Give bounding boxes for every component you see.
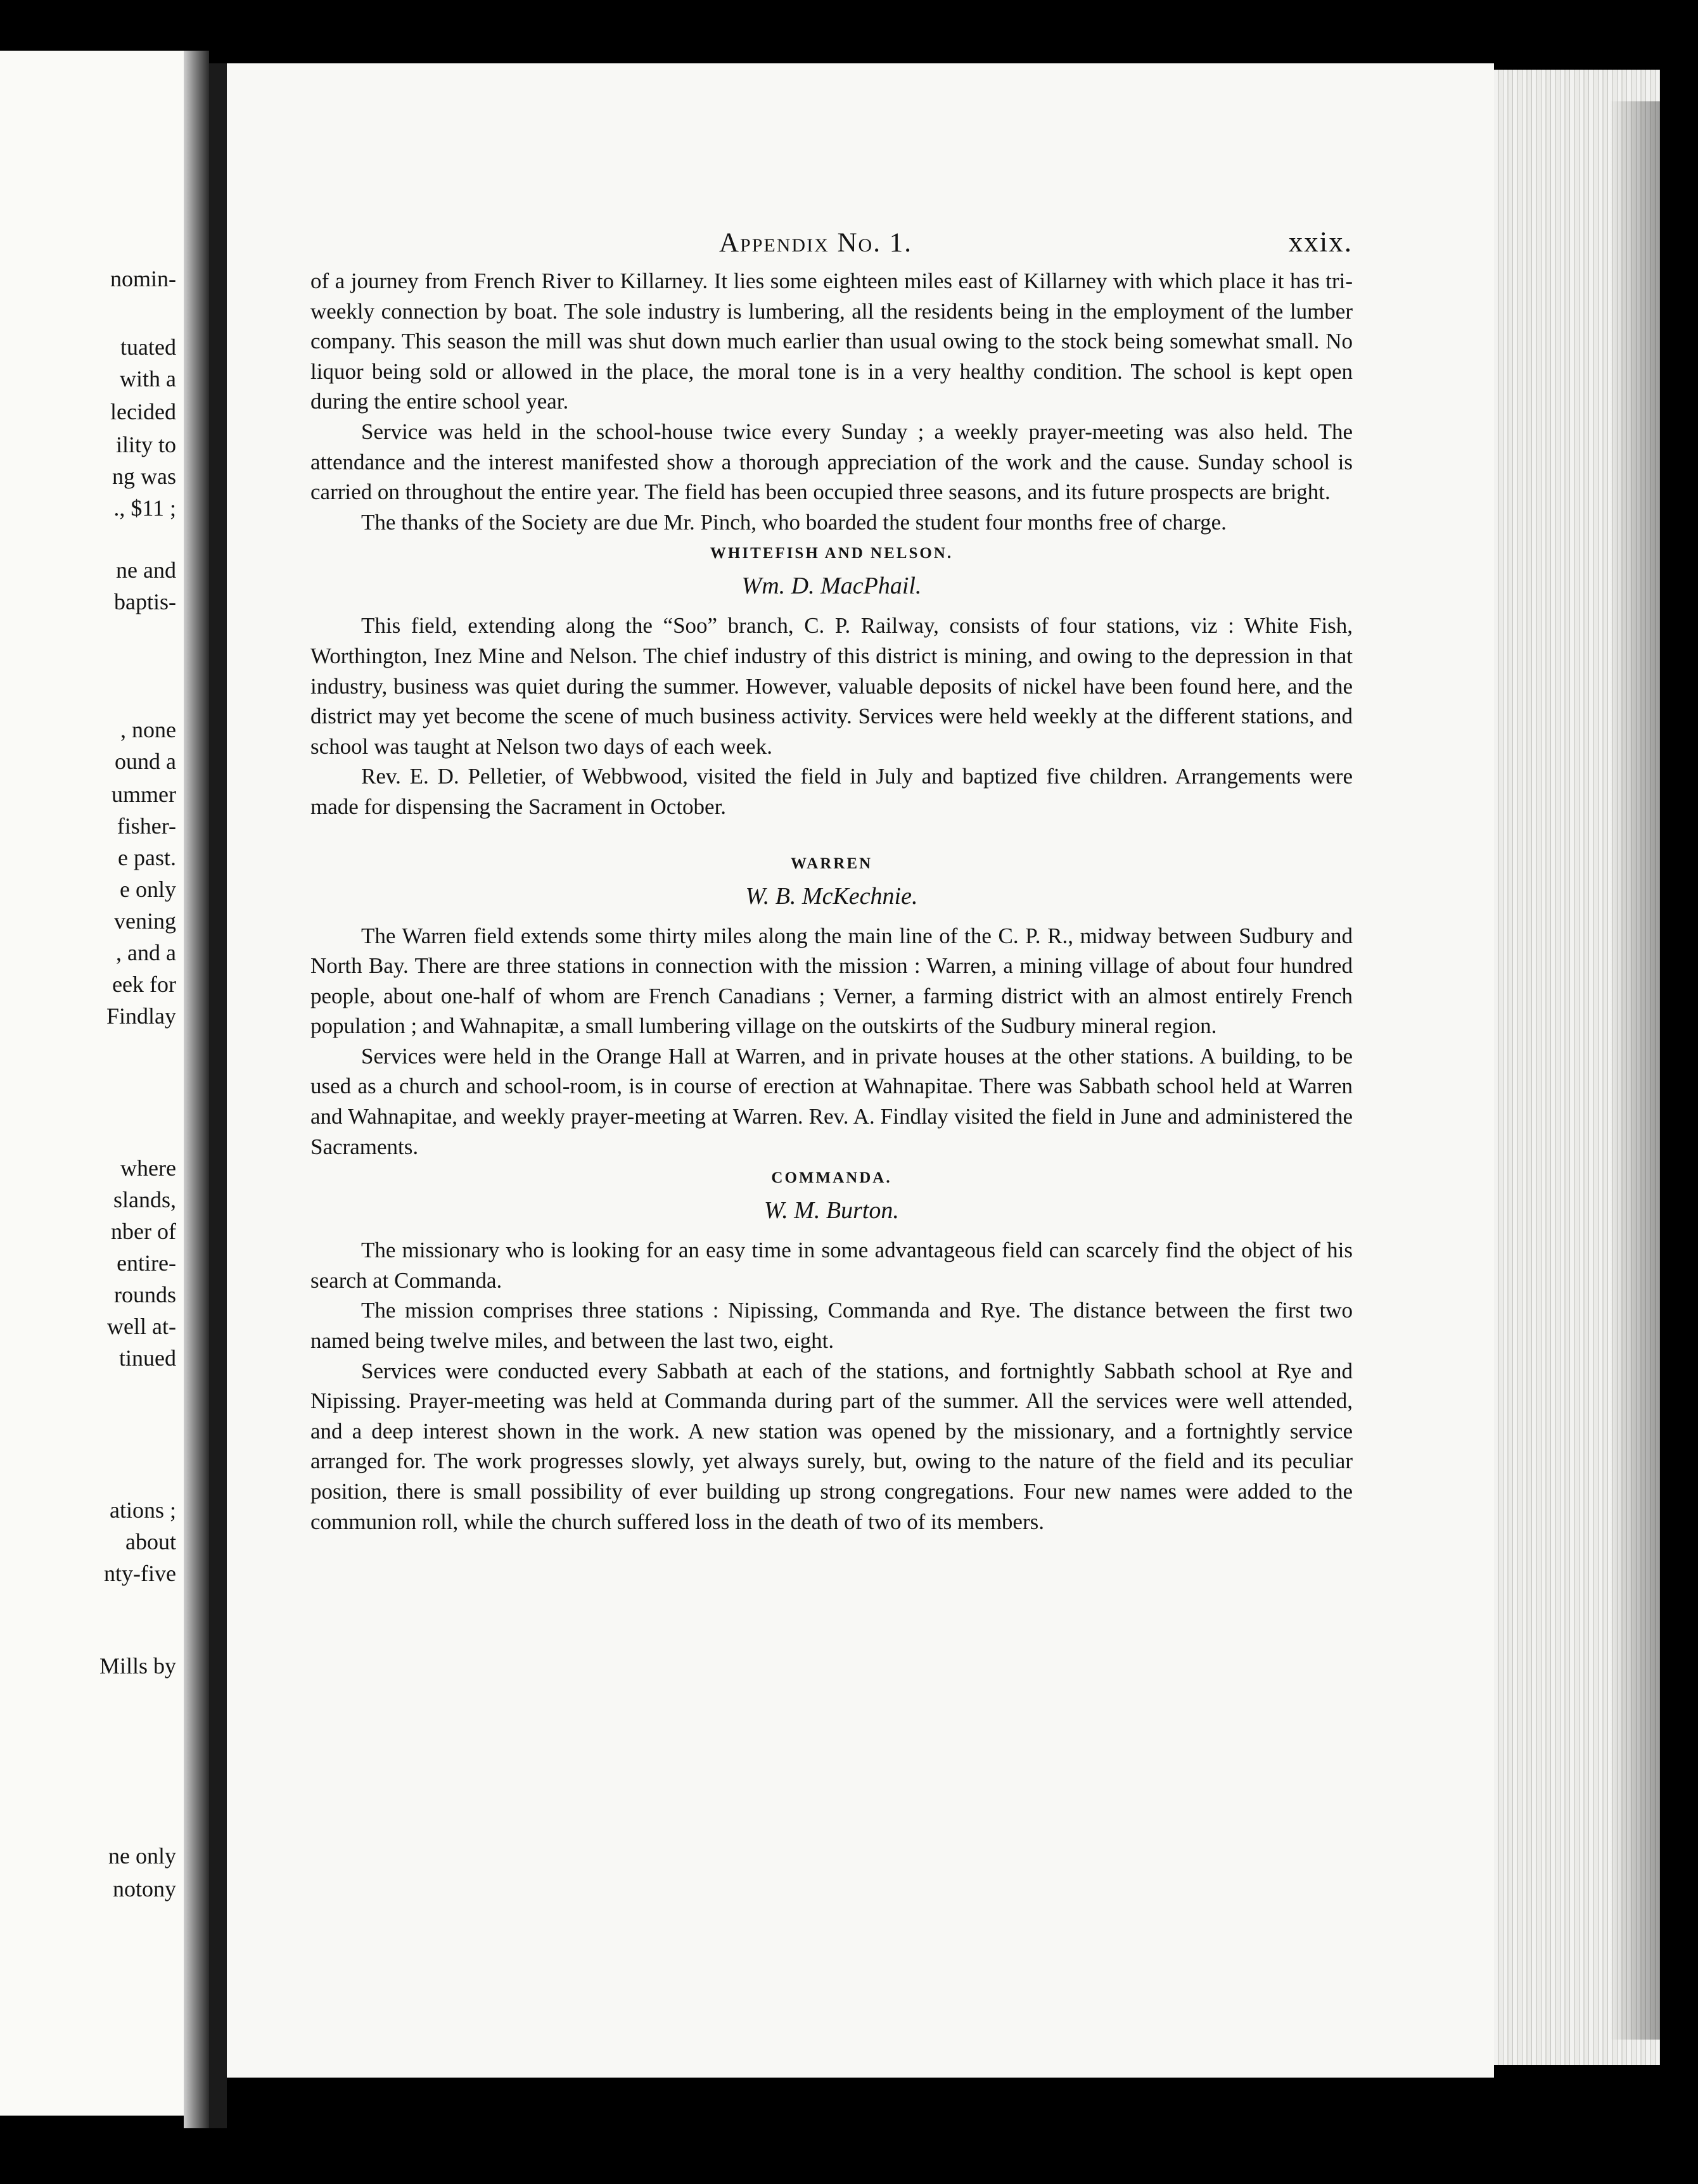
book-gutter — [184, 51, 209, 2128]
facing-page-line: where — [120, 1155, 176, 1181]
facing-page-line: nomin- — [110, 266, 176, 291]
facing-page-line: entire- — [117, 1250, 176, 1276]
paragraph: Services were conducted every Sabbath at each of the stations, and fortnightly Sabbath school at Rye and Nipissing. Prayer-meeting was held at Commanda during part of the summer. All the services were well attended, and a deep interest shown in the work. A new station was opened by the missionary, and a fortnightly service arranged for. The work progresses slowly, yet always surely, but, owing to the nature of the field and its peculiar position, there is small possibility of ever building up strong congregations. Four new names were added to the communion roll, while the church suffered loss in the death of two of its members. — [310, 1358, 1353, 1534]
binding-shadow — [209, 63, 227, 2128]
facing-page-line: Mills by — [99, 1653, 176, 1679]
missionary-name: W. B. McKechnie. — [745, 882, 918, 910]
facing-page-line: with a — [120, 366, 176, 391]
paragraph: This field, extending along the “Soo” branch, C. P. Railway, consists of four stations, viz : White Fish, Worthington, Inez Mine and Nelson. The chief industry of this district is mining, and owing to the depression in that industry, business was quiet during the summer. However, valuable deposits of nickel have been found here, and the district may yet become the scene of much business activity. Services were held weekly at the different stations, and school was taught at Nelson two days of each week. — [310, 613, 1353, 759]
section-title-commanda: COMMANDA. — [771, 1169, 892, 1187]
missionary-name: W. M. Burton. — [764, 1197, 899, 1224]
paragraph: The mission comprises three stations : Nipissing, Commanda and Rye. The distance between the first two named being twelve miles, and between the last two, eight. — [310, 1298, 1353, 1354]
facing-page-line: ations ; — [110, 1497, 176, 1523]
running-head — [310, 219, 1353, 266]
paragraph: The thanks of the Society are due Mr. Pinch, who boarded the student four months free of charge. — [361, 509, 1227, 535]
facing-page-line: tinued — [119, 1345, 176, 1371]
facing-page-line: fisher- — [117, 813, 176, 839]
facing-page-line: e only — [120, 877, 176, 902]
facing-page-line: nber of — [111, 1219, 176, 1244]
facing-page-line: about — [125, 1529, 176, 1554]
paragraph: of a journey from French River to Killarney. It lies some eighteen miles east of Killarney with which place it has tri-weekly connection by boat. The sole industry is lumbering, all the residents being in the employment of the lumber company. This season the mill was shut down much earlier than usual owing to the stock being somewhat small. No liquor being sold or allowed in the place, the moral tone is in a very healthy condition. The school is kept open during the entire school year. — [310, 269, 1353, 414]
facing-page-line: slands, — [113, 1187, 176, 1212]
facing-page-line: ne and — [116, 557, 176, 583]
facing-page-line: notony — [112, 1876, 176, 1901]
facing-page-line: ng was — [112, 464, 176, 489]
page-edges-shadow — [1609, 101, 1660, 2040]
paragraph: Rev. E. D. Pelletier, of Webbwood, visited the field in July and baptized five children. Arrangements were made for dispensing the Sacrament in October. — [310, 764, 1353, 819]
page-text-column — [310, 219, 1353, 1537]
facing-page-line: ility to — [115, 432, 176, 457]
facing-page-line: lecided — [110, 399, 176, 424]
paragraph: The missionary who is looking for an easy time in some advantageous field can scarcely find the object of his search at Commanda. — [310, 1238, 1353, 1293]
facing-page-line: well at- — [107, 1314, 176, 1339]
facing-page-line: nty-five — [104, 1561, 176, 1586]
facing-page-line: ne only — [108, 1843, 176, 1869]
facing-page-line: , none — [120, 717, 176, 742]
facing-page-line: vening — [114, 908, 176, 934]
section-title-whitefish-nelson: WHITEFISH AND NELSON. — [710, 545, 954, 562]
facing-page-line: rounds — [114, 1282, 176, 1307]
facing-page-line: ound a — [115, 749, 176, 774]
facing-page-line: baptis- — [114, 589, 176, 614]
facing-page-line: ummer — [112, 782, 176, 807]
section-title-warren: WARREN — [790, 854, 873, 872]
facing-page-line: ., $11 ; — [113, 495, 176, 521]
page-number: xxix. — [1288, 226, 1353, 258]
paragraph: Services were held in the Orange Hall at Warren, and in private houses at the other stations. A building, to be used as a church and school-room, is in course of erection at Wahnapitae. There was Sabbath school held at Warren and Wahnapitae, and weekly prayer-meeting at Warren. Rev. A. Findlay visited the field in June and administered the Sacraments. — [310, 1043, 1353, 1159]
running-title: Appendix No. 1. — [719, 228, 912, 258]
facing-page-fragment — [0, 51, 184, 2116]
paragraph: Service was held in the school-house twice every Sunday ; a weekly prayer-meeting was also held. The attendance and the interest manifested show a thorough appreciation of the work and the cause. Sunday school is carried on throughout the entire year. The field has been occupied three seasons, and its future prospects are bright. — [310, 419, 1353, 505]
facing-page-line: , and a — [116, 940, 176, 965]
missionary-name: Wm. D. MacPhail. — [741, 573, 922, 600]
facing-page-line: eek for — [112, 972, 176, 997]
paragraph: The Warren field extends some thirty miles along the main line of the C. P. R., midway between Sudbury and North Bay. There are three stations in connection with the mission : Warren, a mining village of about four hundred people, about one-half of whom are French Canadians ; Verner, a farming district with an almost entirely French population ; and Wahnapitæ, a small lumbering village on the outskirts of the Sudbury mineral region. — [310, 923, 1353, 1039]
facing-page-line: e past. — [118, 845, 176, 870]
facing-page-line: Findlay — [106, 1003, 176, 1029]
facing-page-line: tuated — [120, 334, 176, 360]
